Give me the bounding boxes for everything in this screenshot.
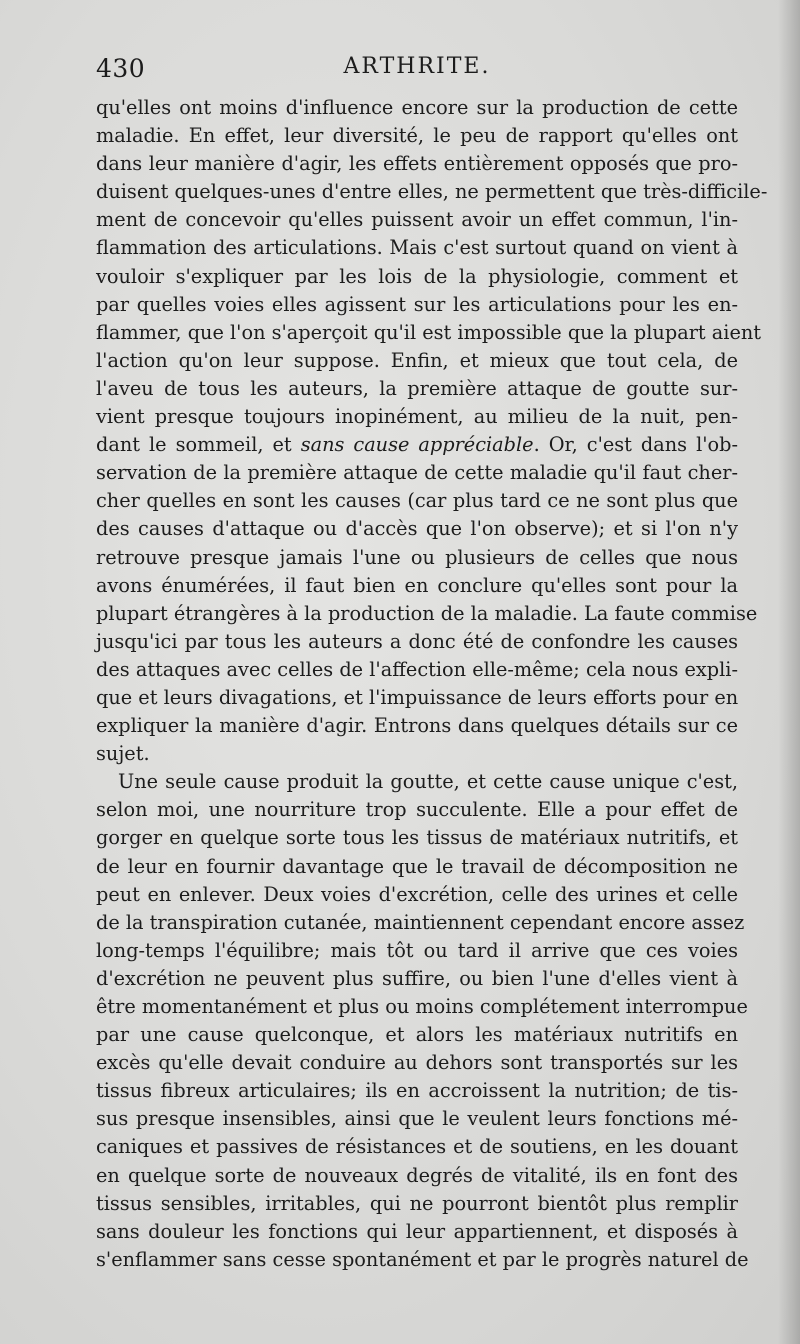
running-title: ARTHRITE. [343,54,491,79]
text-line: vouloir s'expliquer par les lois de la physiologie, comment et [96,264,738,288]
text-line: gorger en quelque sorte tous les tissus de matériaux nutritifs, et [96,826,738,850]
text-line: des causes d'attaque ou d'accès que l'on observe); et si l'on n'y [96,517,738,541]
text-line: tissus fibreux articulaires; ils en accroissent la nutrition; de tis- [96,1079,738,1103]
text-line: tissus sensibles, irritables, qui ne pourront bientôt plus remplir [96,1191,738,1215]
text-line: ment de concevoir qu'elles puissent avoir un effet commun, l'in- [96,208,738,232]
text-line: s'enflammer sans cesse spontanément et par le progrès naturel de [96,1247,749,1271]
italic-phrase: sans cause appréciable [300,433,534,457]
text-line: que et leurs divagations, et l'impuissance de leurs efforts pour en [96,685,739,709]
text-line: des attaques avec celles de l'affection elle-même; cela nous expli- [96,657,738,681]
text-line: dans leur manière d'agir, les effets entièrement opposés que pro- [96,152,738,176]
page-number: 430 [96,54,146,83]
paragraph [96,768,749,1274]
text-line: par quelles voies elles agissent sur les articulations pour les en- [96,292,738,316]
text-line: de la transpiration cutanée, maintiennent cependant encore assez [96,910,745,934]
text-line: servation de la première attaque de cette maladie qu'il faut cher- [96,461,738,485]
text-line: cher quelles en sont les causes (car plus tard ce ne sont plus que [96,489,738,513]
text-line [96,431,738,459]
page-header [96,54,738,88]
text-line: flammer, que l'on s'aperçoit qu'il est impossible que la plupart aient [96,320,762,344]
text-line: flammation des articulations. Mais c'est surtout quand on vient à [96,236,738,260]
text-line: de leur en fournir davantage que le travail de décomposition ne [96,854,738,878]
text-line: qu'elles ont moins d'influence encore sur la production de cette [96,96,738,119]
text-line: retrouve presque jamais l'une ou plusieurs de celles que nous [96,545,738,569]
paragraph [96,94,768,768]
text-line: excès qu'elle devait conduire au dehors sont transportés sur les [96,1051,738,1075]
text-line: être momentanément et plus ou moins complétement interrompue [96,995,748,1018]
text-line: selon moi, une nourriture trop succulente. Elle a pour effet de [96,798,738,822]
text-line: duisent quelques-unes d'entre elles, ne permettent que très-difficile- [96,180,768,204]
text-line: caniques et passives de résistances et de soutiens, en les douant [96,1135,738,1159]
text-line: Une seule cause produit la goutte, et cette cause unique c'est, [118,770,738,794]
text-segment: dant le sommeil, et [96,433,301,457]
text-line: l'action qu'on leur suppose. Enfin, et mieux que tout cela, de [96,348,738,372]
text-line: l'aveu de tous les auteurs, la première attaque de goutte sur- [96,376,738,400]
text-line: par une cause quelconque, et alors les matériaux nutritifs en [96,1023,738,1047]
text-line: sujet. [96,742,150,766]
text-segment: . Or, c'est dans l'ob- [533,433,739,457]
text-line: en quelque sorte de nouveaux degrés de vitalité, ils en font des [96,1163,738,1187]
text-line: maladie. En effet, leur diversité, le peu de rapport qu'elles ont [96,124,738,148]
text-line: vient presque toujours inopinément, au milieu de la nuit, pen- [96,405,738,429]
text-line: jusqu'ici par tous les auteurs a donc été de confondre les causes [96,629,738,653]
text-line: long-temps l'équilibre; mais tôt ou tard il arrive que ces voies [96,938,738,962]
text-line: plupart étrangères à la production de la maladie. La faute commise [96,601,758,625]
text-line: sans douleur les fonctions qui leur appartiennent, et disposés à [96,1219,738,1243]
text-line: sus presque insensibles, ainsi que le veulent leurs fonctions mé- [96,1107,738,1131]
text-line: expliquer la manière d'agir. Entrons dans quelques détails sur ce [96,714,738,738]
text-line: d'excrétion ne peuvent plus suffire, ou bien l'une d'elles vient à [96,966,738,990]
body-text [96,94,768,1274]
text-line: avons énumérées, il faut bien en conclure qu'elles sont pour la [96,573,738,597]
text-line: peut en enlever. Deux voies d'excrétion, celle des urines et celle [96,882,738,906]
